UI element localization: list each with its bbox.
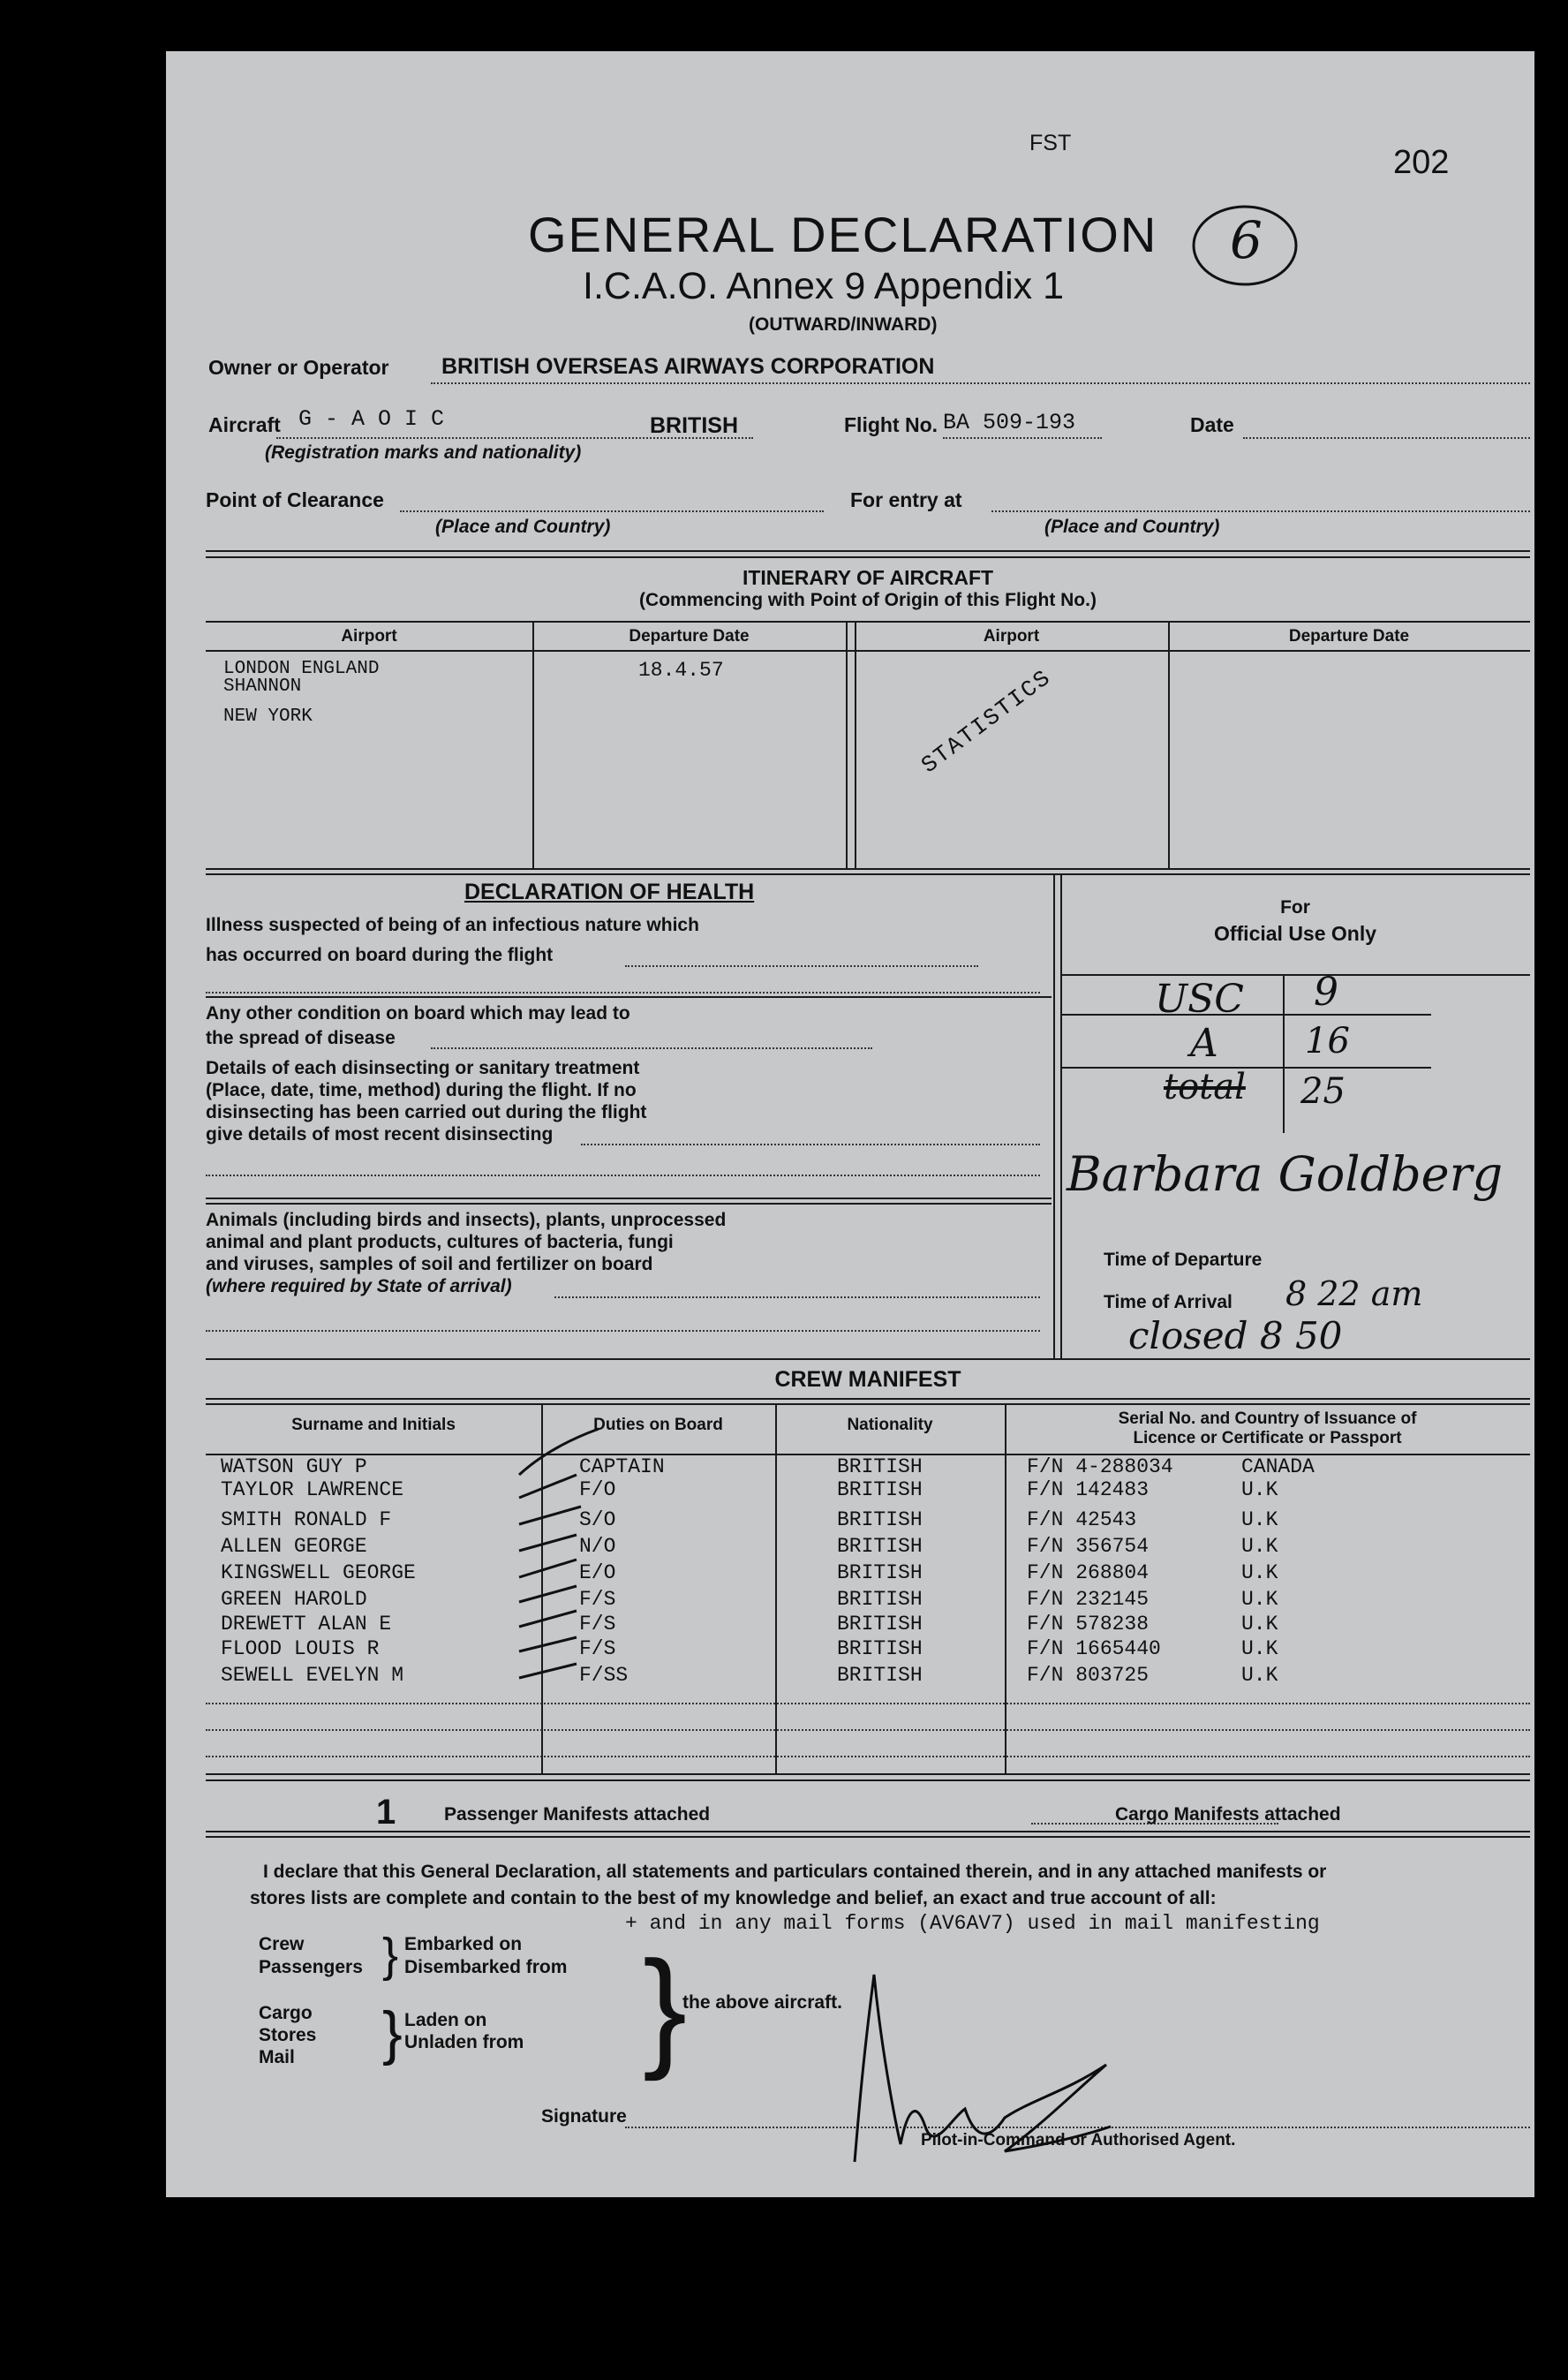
crew-country: U.K <box>1241 1561 1278 1584</box>
closed-note: closed 8 50 <box>1128 1314 1343 1357</box>
itinerary-col-airport: Airport <box>341 627 397 646</box>
crew-col-serial-2: Licence or Certificate or Passport <box>1133 1429 1402 1447</box>
place-caption-right: (Place and Country) <box>1044 517 1220 537</box>
entry-label: For entry at <box>850 488 962 511</box>
condition-line-2: the spread of disease <box>206 1028 396 1048</box>
stores-word: Stores <box>259 2025 317 2045</box>
crew-nationality: BRITISH <box>837 1664 923 1687</box>
flight-number-label: Flight No. <box>844 413 939 436</box>
crew-serial: F/N 268804 <box>1027 1561 1150 1584</box>
passengers-word: Passengers <box>259 1957 363 1977</box>
crew-name: DREWETT ALAN E <box>221 1613 392 1636</box>
page-number: 202 <box>1393 144 1450 181</box>
crew-nationality: BRITISH <box>837 1535 923 1558</box>
crew-nationality: BRITISH <box>837 1561 923 1584</box>
crew-col-nationality: Nationality <box>847 1416 933 1434</box>
crew-name: WATSON GUY P <box>221 1455 367 1478</box>
above-aircraft-text: the above aircraft. <box>682 1992 842 2013</box>
signature-label: Signature <box>541 2106 627 2127</box>
details-line-1: Details of each disinsecting or sanitary treatment <box>206 1058 640 1078</box>
crew-title: CREW MANIFEST <box>774 1367 961 1392</box>
crew-duty: F/S <box>579 1637 616 1660</box>
official-signature-name: Barbara Goldberg <box>1067 1146 1504 1202</box>
brace-3: } <box>643 1933 688 2082</box>
itinerary-subtitle: (Commencing with Point of Origin of this Flight No.) <box>639 590 1097 610</box>
circled-number: 6 <box>1230 210 1263 270</box>
crew-name: SMITH RONALD F <box>221 1508 392 1531</box>
details-line-4: give details of most recent disinsecting <box>206 1124 554 1145</box>
clearance-label: Point of Clearance <box>206 488 384 511</box>
crew-duty: S/O <box>579 1508 616 1531</box>
aircraft-label: Aircraft <box>208 413 281 436</box>
cargo-manifest-label: Cargo Manifests attached <box>1115 1804 1341 1825</box>
itinerary-departure-date: 18.4.57 <box>638 659 724 682</box>
official-usc-value: 9 <box>1314 970 1338 1015</box>
crew-word: Crew <box>259 1934 305 1954</box>
arrival-time-label: Time of Arrival <box>1104 1292 1233 1312</box>
crew-serial: F/N 232145 <box>1027 1588 1150 1611</box>
owner-label: Owner or Operator <box>208 356 389 379</box>
illness-line-1: Illness suspected of being of an infectious nature which <box>206 915 699 935</box>
crew-name: FLOOD LOUIS R <box>221 1637 380 1660</box>
animals-line-2: animal and plant products, cultures of bacteria, fungi <box>206 1232 674 1252</box>
crew-duty: F/S <box>579 1588 616 1611</box>
crew-country: U.K <box>1241 1664 1278 1687</box>
official-usc-label: USC <box>1155 977 1244 1022</box>
crew-duty: F/O <box>579 1478 616 1501</box>
crew-nationality: BRITISH <box>837 1613 923 1636</box>
official-a-value: 16 <box>1305 1021 1350 1062</box>
crew-nationality: BRITISH <box>837 1478 923 1501</box>
crew-name: ALLEN GEORGE <box>221 1535 367 1558</box>
place-caption-left: (Place and Country) <box>435 517 611 537</box>
registration-caption: (Registration marks and nationality) <box>265 442 582 463</box>
aircraft-nationality: BRITISH <box>650 413 738 438</box>
animals-line-1: Animals (including birds and insects), plants, unprocessed <box>206 1210 727 1230</box>
passenger-manifest-label: Passenger Manifests attached <box>444 1804 711 1825</box>
crew-serial: F/N 42543 <box>1027 1508 1137 1531</box>
official-use-title-2: Official Use Only <box>1213 922 1377 945</box>
crew-duty: CAPTAIN <box>579 1455 665 1478</box>
crew-name: TAYLOR LAWRENCE <box>221 1478 404 1501</box>
crew-country: U.K <box>1241 1508 1278 1531</box>
health-title: DECLARATION OF HEALTH <box>464 880 755 904</box>
crew-nationality: BRITISH <box>837 1455 923 1478</box>
crew-col-serial-1: Serial No. and Country of Issuance of <box>1118 1409 1417 1428</box>
form-subtitle: I.C.A.O. Annex 9 Appendix 1 <box>583 265 1065 307</box>
aircraft-registration: G - A O I C <box>298 406 445 432</box>
crew-serial: F/N 356754 <box>1027 1535 1150 1558</box>
cargo-word: Cargo <box>259 2003 313 2023</box>
crew-country: U.K <box>1241 1535 1278 1558</box>
statistics-stamp: STATISTICS <box>916 664 1057 779</box>
official-total-label: total <box>1164 1067 1246 1107</box>
disembarked-word: Disembarked from <box>404 1957 568 1977</box>
official-total-value: 25 <box>1300 1071 1346 1112</box>
crew-col-surname: Surname and Initials <box>291 1416 456 1434</box>
crew-serial: F/N 142483 <box>1027 1478 1150 1501</box>
crew-country: U.K <box>1241 1637 1278 1660</box>
crew-name: SEWELL EVELYN M <box>221 1664 404 1687</box>
mail-word: Mail <box>259 2047 295 2067</box>
arrival-time-value: 8 22 am <box>1285 1274 1423 1313</box>
itinerary-col-airport-2: Airport <box>983 627 1040 646</box>
crew-duty: F/S <box>579 1613 616 1636</box>
itinerary-col-departure: Departure Date <box>629 627 750 646</box>
crew-nationality: BRITISH <box>837 1588 923 1611</box>
embarked-word: Embarked on <box>404 1934 523 1954</box>
crew-country: U.K <box>1241 1613 1278 1636</box>
crew-nationality: BRITISH <box>837 1508 923 1531</box>
crew-duty: F/SS <box>579 1664 629 1687</box>
details-line-3: disinsecting has been carried out during the flight <box>206 1102 647 1122</box>
date-label: Date <box>1190 413 1234 436</box>
declaration-form <box>166 51 1534 2197</box>
crew-country: U.K <box>1241 1478 1278 1501</box>
official-use-title-1: For <box>1280 897 1310 918</box>
crew-country: CANADA <box>1241 1455 1315 1478</box>
crew-serial: F/N 4-288034 <box>1027 1455 1173 1478</box>
direction-label: (OUTWARD/INWARD) <box>749 314 938 335</box>
signatory-caption: Pilot-in-Command or Authorised Agent. <box>921 2131 1236 2150</box>
crew-serial: F/N 1665440 <box>1027 1637 1161 1660</box>
itinerary-airport-1: LONDON ENGLAND <box>223 659 380 679</box>
crew-duty: E/O <box>579 1561 616 1584</box>
unladen-word: Unladen from <box>404 2032 524 2052</box>
itinerary-airport-2: SHANNON <box>223 676 302 697</box>
animals-line-3: and viruses, samples of soil and fertilizer on board <box>206 1254 653 1274</box>
crew-name: GREEN HAROLD <box>221 1588 367 1611</box>
crew-country: U.K <box>1241 1588 1278 1611</box>
brace-1: } <box>382 1929 399 1982</box>
declaration-line-2: stores lists are complete and contain to the best of my knowledge and belief, an exact and true account of all: <box>250 1888 1217 1908</box>
crew-nationality: BRITISH <box>837 1637 923 1660</box>
animals-line-4: (where required by State of arrival) <box>206 1276 512 1296</box>
departure-time-label: Time of Departure <box>1104 1250 1263 1270</box>
crew-name: KINGSWELL GEORGE <box>221 1561 416 1584</box>
brace-2: } <box>382 1999 403 2066</box>
itinerary-airport-3: NEW YORK <box>223 706 313 727</box>
declaration-typed-addition: + and in any mail forms (AV6AV7) used in mail manifesting <box>625 1912 1320 1935</box>
itinerary-title: ITINERARY OF AIRCRAFT <box>742 566 994 589</box>
duty-tick-marks <box>515 1420 612 1703</box>
corner-mark: FST <box>1029 131 1072 155</box>
crew-col-duties: Duties on Board <box>593 1416 723 1434</box>
condition-line-1: Any other condition on board which may lead to <box>206 1003 630 1024</box>
crew-serial: F/N 803725 <box>1027 1664 1150 1687</box>
official-a-label: A <box>1190 1021 1218 1066</box>
crew-serial: F/N 578238 <box>1027 1613 1150 1636</box>
passenger-manifest-count: 1 <box>376 1793 396 1832</box>
form-title: GENERAL DECLARATION <box>528 207 1158 262</box>
details-line-2: (Place, date, time, method) during the flight. If no <box>206 1080 637 1100</box>
declaration-line-1: I declare that this General Declaration, all statements and particulars contained therein, and in any attached manifests or <box>263 1862 1327 1882</box>
laden-word: Laden on <box>404 2010 487 2030</box>
illness-line-2: has occurred on board during the flight <box>206 945 554 965</box>
owner-value: BRITISH OVERSEAS AIRWAYS CORPORATION <box>441 354 935 379</box>
itinerary-col-departure-2: Departure Date <box>1288 627 1410 646</box>
crew-duty: N/O <box>579 1535 616 1558</box>
flight-number-value: BA 509-193 <box>943 410 1076 435</box>
